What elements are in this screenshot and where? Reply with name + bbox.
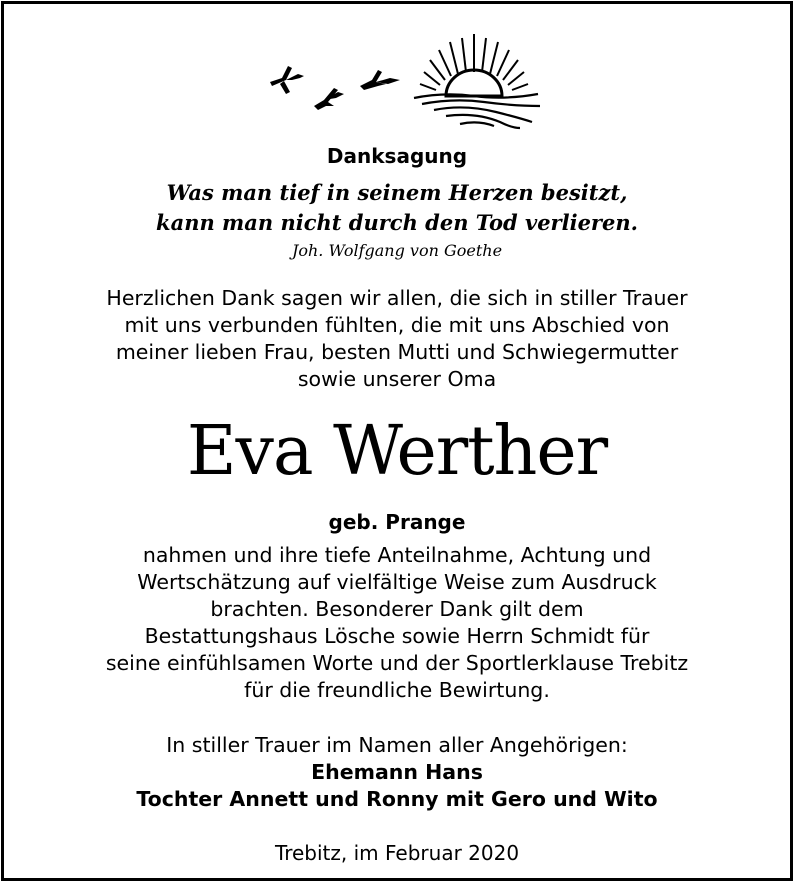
place-date: Trebitz, im Februar 2020 [274, 841, 520, 865]
thanks-paragraph [4, 542, 790, 704]
family-line: Ehemann Hans [311, 760, 483, 784]
signoff-intro: In stiller Trauer im Namen aller Angehörigen: [166, 733, 628, 757]
notice-heading: Danksagung [326, 144, 468, 168]
thanks-line: nahmen und ihre tiefe Anteilnahme, Achtung und [142, 543, 652, 567]
birth-name: geb. Prange [328, 510, 466, 534]
sunset-birds-icon [264, 30, 544, 130]
intro-line: meiner lieben Frau, besten Mutti und Schwiegermutter [115, 340, 679, 364]
thanks-line: Wertschätzung auf vielfältige Weise zum Ausdruck [137, 570, 657, 594]
intro-line: sowie unserer Oma [297, 367, 497, 391]
signoff [4, 732, 790, 813]
quote-line: Was man tief in seinem Herzen besitzt, [166, 180, 628, 205]
thanks-line: brachten. Besonderer Dank gilt dem [210, 597, 584, 621]
intro-line: mit uns verbunden fühlten, die mit uns Abschied von [124, 313, 670, 337]
thanks-line: für die freundliche Bewirtung. [244, 678, 550, 702]
thanks-line: seine einfühlsamen Worte und der Sportlerklause Trebitz [105, 651, 689, 675]
deceased-name: Eva Werther [186, 412, 608, 491]
goethe-quote [4, 178, 790, 238]
intro-line: Herzlichen Dank sagen wir allen, die sich in stiller Trauer [106, 286, 688, 310]
intro-paragraph [4, 285, 790, 393]
family-line: Tochter Annett und Ronny mit Gero und Wito [136, 787, 658, 811]
notice-frame [1, 1, 793, 881]
thanks-line: Bestattungshaus Lösche sowie Herrn Schmidt für [144, 624, 650, 648]
quote-author: Joh. Wolfgang von Goethe [291, 241, 503, 260]
quote-line: kann man nicht durch den Tod verlieren. [156, 210, 638, 235]
